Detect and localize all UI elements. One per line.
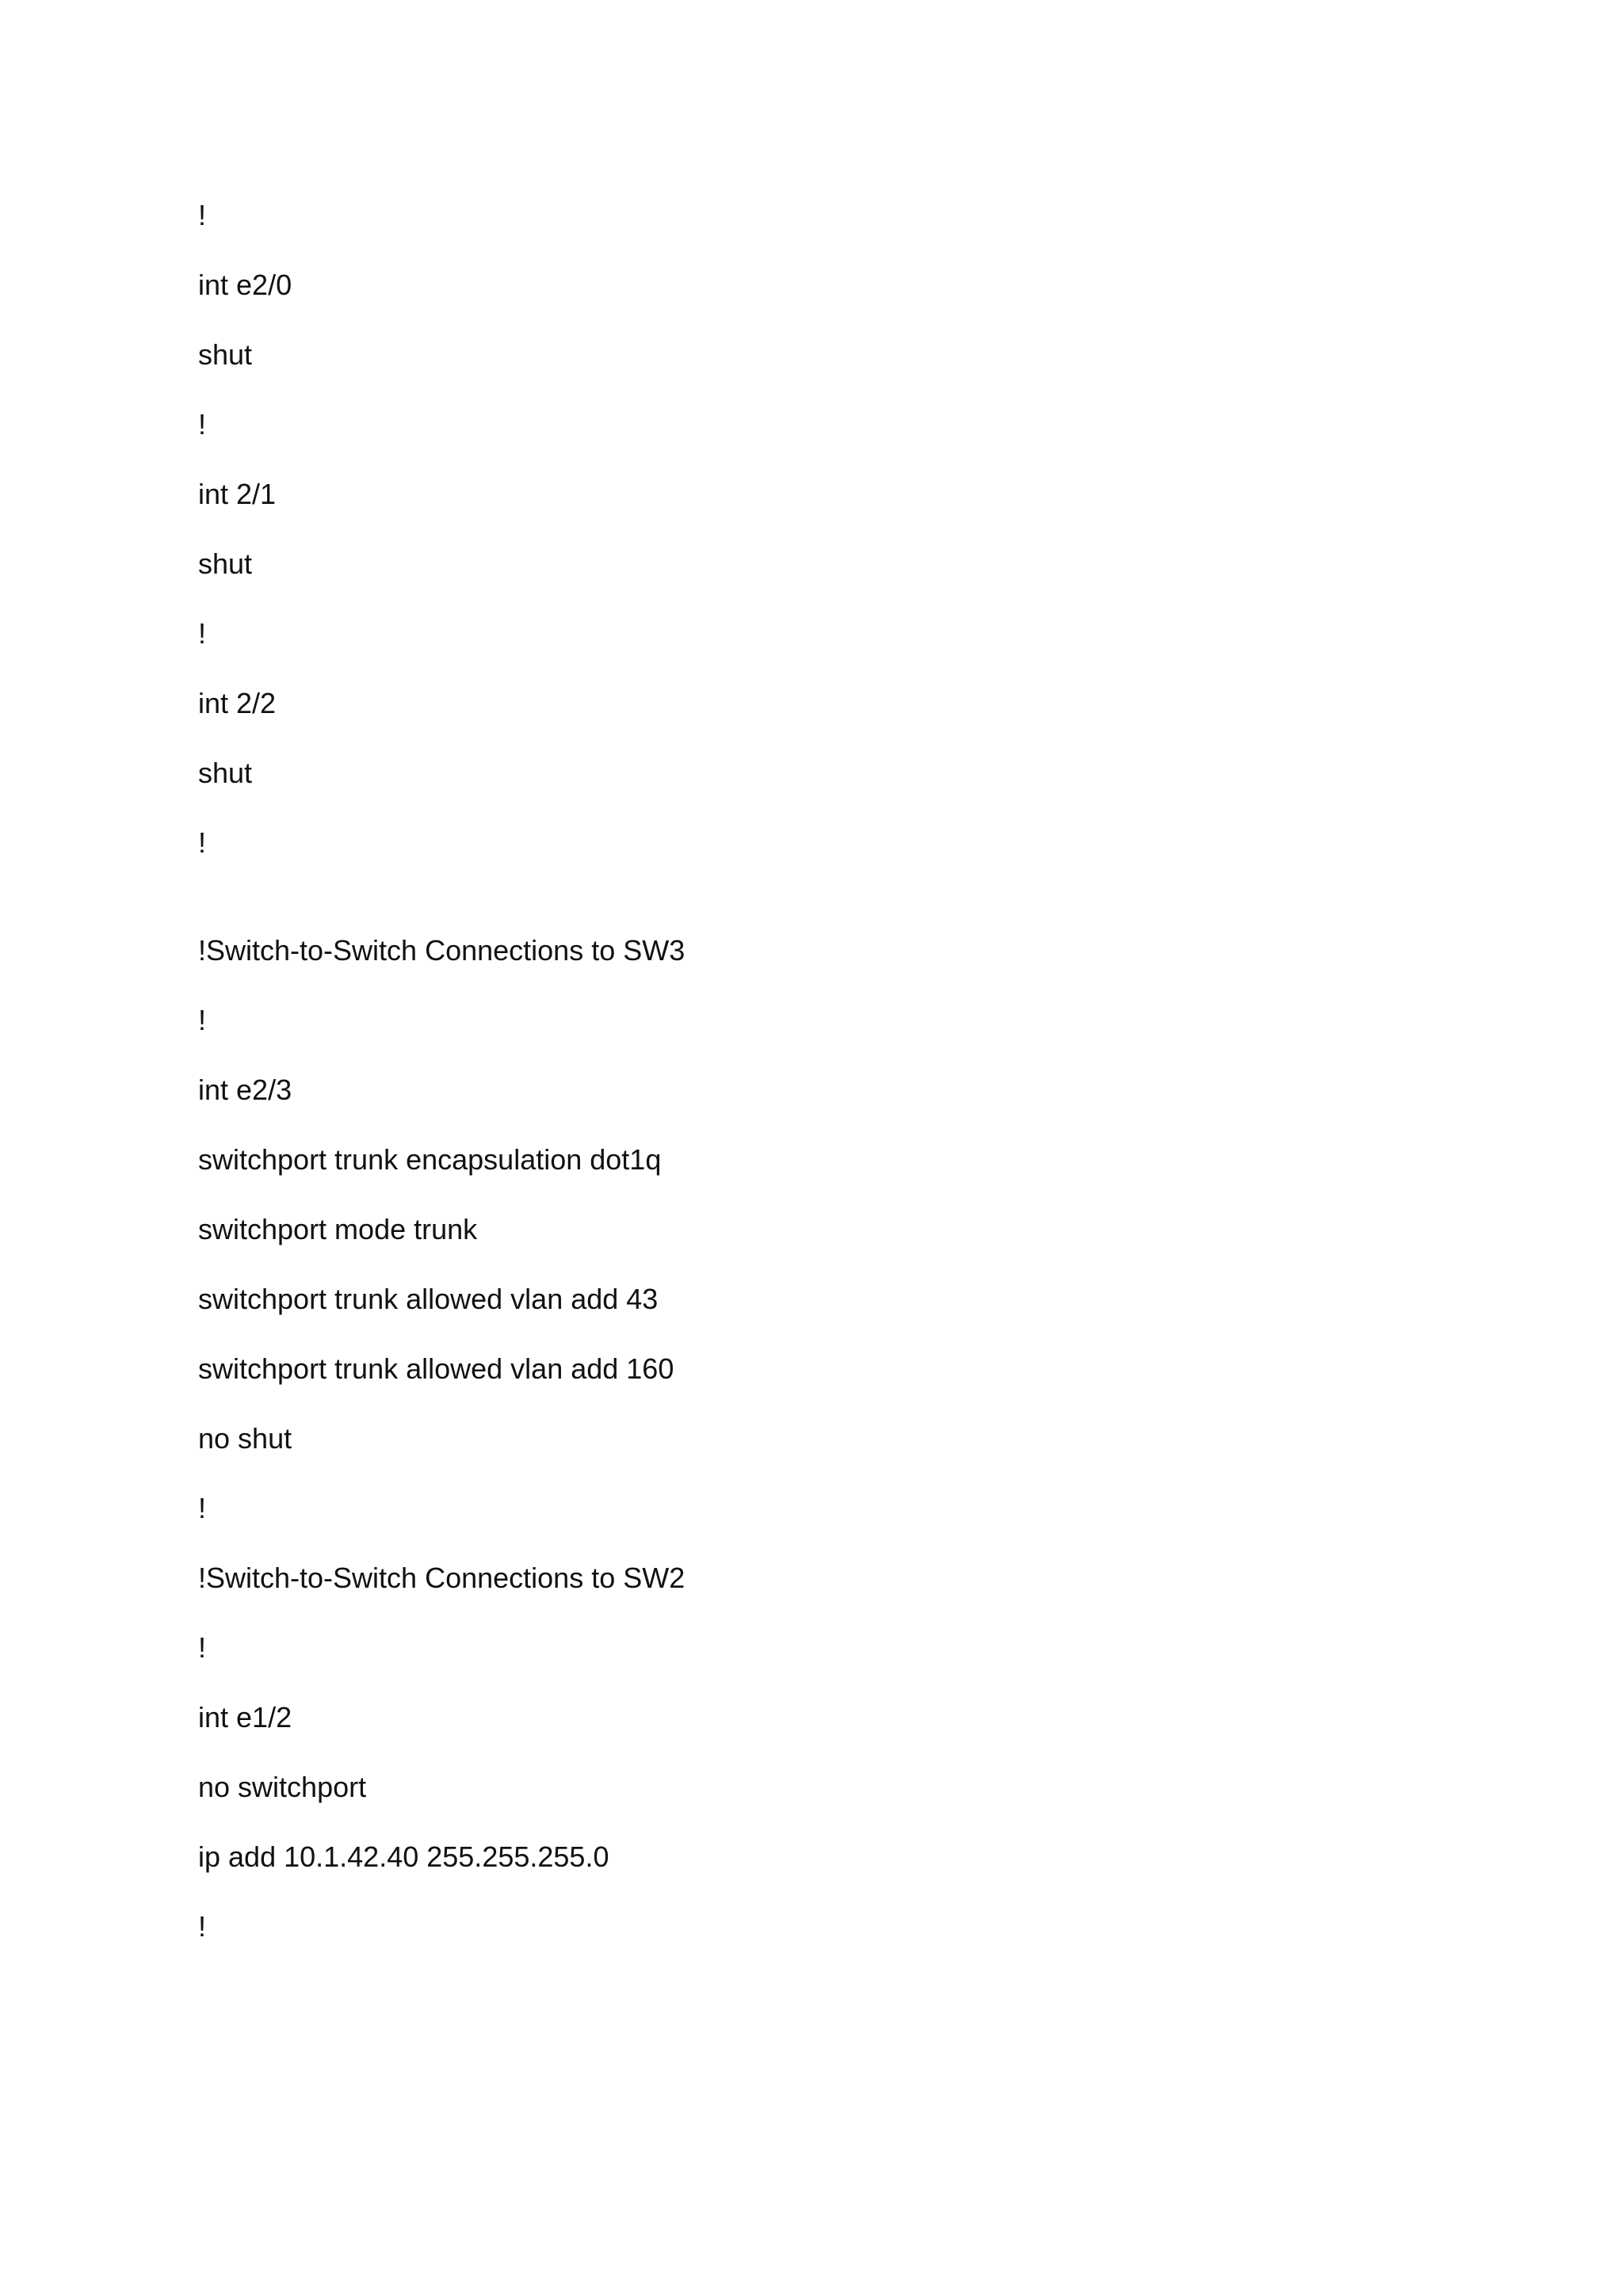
config-line: int e2/0 xyxy=(198,269,292,301)
config-line: shut xyxy=(198,757,253,789)
config-line: switchport trunk allowed vlan add 43 xyxy=(198,1283,659,1315)
section-comment-sw2: !Switch-to-Switch Connections to SW2 xyxy=(198,1562,685,1594)
config-line: int e2/3 xyxy=(198,1074,292,1106)
config-line: ! xyxy=(198,1492,207,1524)
config-line: shut xyxy=(198,338,253,371)
config-line: switchport trunk encapsulation dot1q xyxy=(198,1143,662,1176)
section-comment-sw3: !Switch-to-Switch Connections to SW3 xyxy=(198,934,685,967)
config-line: ! xyxy=(198,1910,207,1943)
config-line: ! xyxy=(198,1631,207,1664)
config-text-block xyxy=(198,196,685,1978)
config-line: int 2/1 xyxy=(198,478,277,510)
config-line: switchport trunk allowed vlan add 160 xyxy=(198,1352,674,1385)
config-line: int e1/2 xyxy=(198,1701,292,1733)
config-line: ! xyxy=(198,199,207,231)
config-line: ! xyxy=(198,826,207,859)
config-line: int 2/2 xyxy=(198,687,277,719)
config-line: ip add 10.1.42.40 255.255.255.0 xyxy=(198,1840,609,1873)
config-line: ! xyxy=(198,617,207,650)
config-line: no switchport xyxy=(198,1771,367,1803)
config-line: ! xyxy=(198,1004,207,1036)
config-line: ! xyxy=(198,408,207,441)
config-line: switchport mode trunk xyxy=(198,1213,478,1245)
config-line: shut xyxy=(198,547,253,580)
config-line: no shut xyxy=(198,1422,292,1455)
